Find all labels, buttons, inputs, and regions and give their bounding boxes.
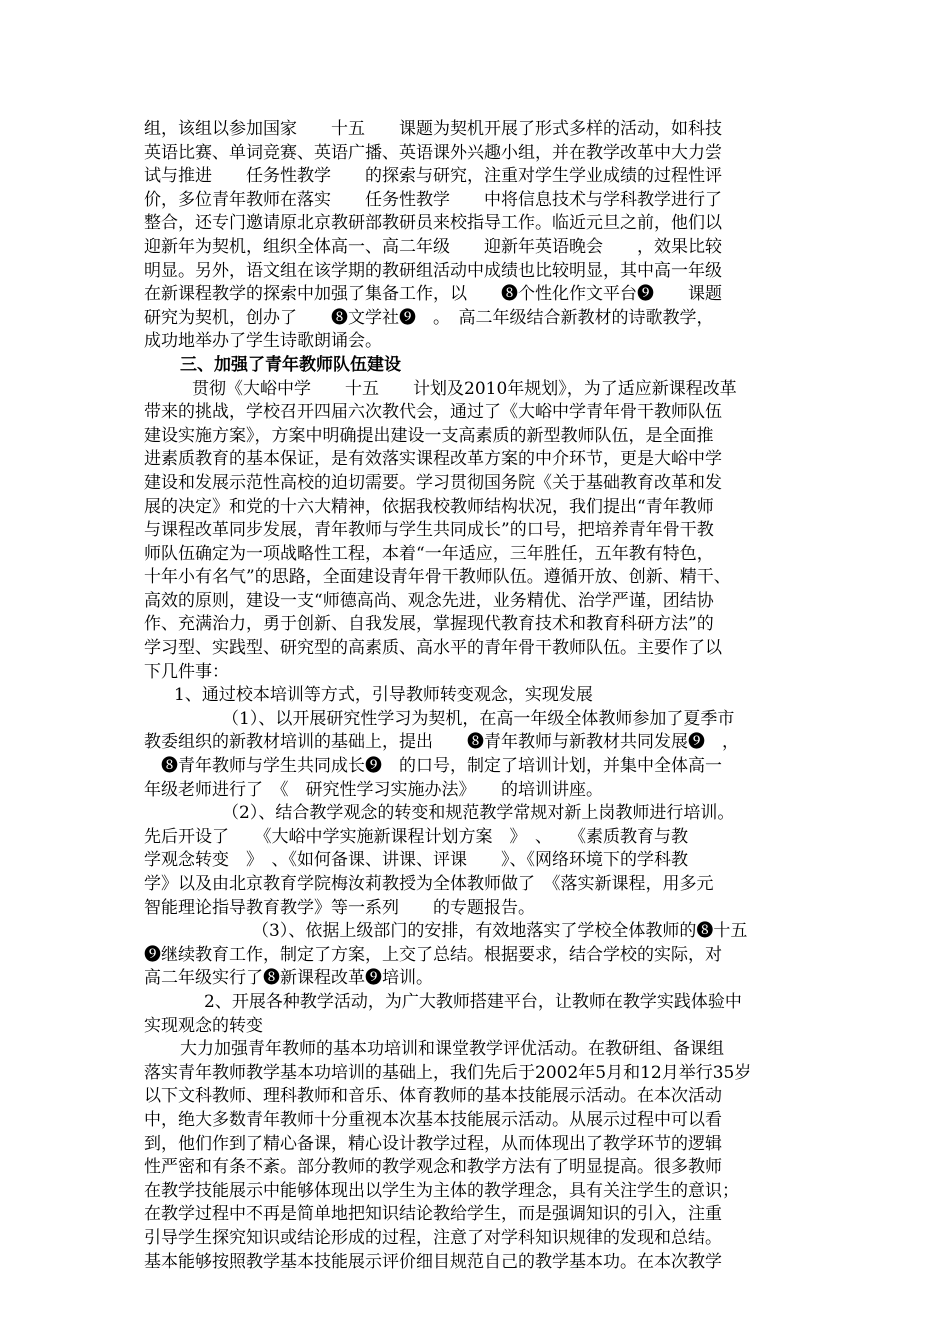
text-line: 高效的原则，建设一支“师德高尚、观念先进，业务精优、治学严谨，团结协	[144, 590, 714, 611]
text-line: 师队伍确定为一项战略性工程，本着“一年适应，三年胜任，五年教有特色，	[144, 543, 714, 564]
text-line: 英语比赛、单词竞赛、英语广播、英语课外兴趣小组，并在教学改革中大力尝	[144, 142, 722, 163]
text-line: 引导学生探究知识或结论形成的过程，注意了对学科知识规律的发现和总结。	[144, 1227, 722, 1248]
text-line: 研究为契机，创办了 ❽文学社❾ 。 高二年级结合新教材的诗歌教学，	[144, 307, 714, 328]
text-line: 2、开展各种教学活动，为广大教师搭建平台，让教师在教学实践体验中	[204, 991, 742, 1012]
document-body	[144, 118, 808, 1274]
text-line: （2）、结合教学观念的转变和规范教学常规对新上岗教师进行培训。	[222, 803, 735, 824]
text-line: 高二年级实行了❽新课程改革❾培训。	[144, 968, 433, 989]
text-line: 作、充满治力，勇于创新、自我发展，掌握现代教育技术和教育科研方法”的	[144, 614, 714, 635]
text-line: 教委组织的新教材培训的基础上，提出 ❽青年教师与新教材共同发展❾ ，	[144, 732, 739, 753]
text-line: （1）、以开展研究性学习为契机，在高一年级全体教师参加了夏季市	[222, 708, 735, 729]
text-line: 迎新年为契机，组织全体高一、高二年级 迎新年英语晚会 ，效果比较	[144, 236, 722, 257]
text-line: 价，多位青年教师在落实 任务性教学 中将信息技术与学科教学进行了	[144, 189, 722, 210]
text-line: 学习型、实践型、研究型的高素质、高水平的青年骨干教师队伍。主要作了以	[144, 638, 722, 659]
text-line: 下几件事：	[144, 661, 229, 682]
text-line: 基本能够按照教学基本技能展示评价细目规范自己的教学基本功。在本次教学	[144, 1251, 722, 1272]
text-line: 智能理论指导教育教学》等一系列 的专题报告。	[144, 897, 535, 918]
text-line: 整合，还专门邀请原北京教研部教研员来校指导工作。临近元旦之前，他们以	[144, 213, 722, 234]
text-line: 在教学过程中不再是简单地把知识结论教给学生，而是强调知识的引入，注重	[144, 1204, 722, 1225]
text-line: 落实青年教师教学基本功培训的基础上，我们先后于2002年5月和12月举行35岁	[144, 1062, 752, 1083]
text-line: 年级老师进行了 《 研究性学习实施办法》 的培训讲座。	[144, 779, 603, 800]
text-line: 学观念转变 》 、《如何备课、讲课、评课 》、《网络环境下的学科教	[144, 850, 688, 871]
section-heading: 三、加强了青年教师队伍建设	[180, 354, 401, 375]
text-line: 性严密和有条不紊。部分教师的教学观念和教学方法有了明显提高。很多教师	[144, 1157, 722, 1178]
text-line: ❽青年教师与学生共同成长❾ 的口号，制定了培训计划，并集中全体高一	[144, 756, 722, 777]
text-line: 试与推进 任务性教学 的探索与研究，注重对学生学业成绩的过程性评	[144, 166, 722, 187]
text-line: 带来的挑战，学校召开四届六次教代会，通过了《大峪中学青年骨干教师队伍	[144, 402, 722, 423]
text-line: 与课程改革同步发展，青年教师与学生共同成长”的口号，把培养青年骨干教	[144, 520, 714, 541]
text-line: 大力加强青年教师的基本功培训和课堂教学评优活动。在教研组、备课组	[180, 1039, 724, 1060]
text-line: 贯彻《大峪中学 十五 计划及2010年规划》，为了适应新课程改革	[192, 378, 737, 399]
text-line: 展的决定》和党的十六大精神，依据我校教师结构状况，我们提出“青年教师	[144, 496, 714, 517]
text-line: 十年小有名气”的思路，全面建设青年骨干教师队伍。遵循开放、创新、精干、	[144, 567, 731, 588]
text-line: 实现观念的转变	[144, 1015, 263, 1036]
text-line: 学》以及由北京教育学院梅汝莉教授为全体教师做了 《落实新课程，用多元	[144, 874, 714, 894]
text-line: 组，该组以参加国家 十五 课题为契机开展了形式多样的活动，如科技	[144, 119, 722, 139]
text-line: 先后开设了 《大峪中学实施新课程计划方案 》 、 《素质教育与教	[144, 826, 688, 847]
text-line: 在新课程教学的探索中加强了集备工作，以 ❽个性化作文平台❾ 课题	[144, 284, 722, 305]
text-line: 进素质教育的基本保证，是有效落实课程改革方案的中介环节，更是大峪中学	[144, 449, 722, 470]
text-line: ❾继续教育工作，制定了方案，上交了总结。根据要求，结合学校的实际，对	[144, 944, 722, 965]
text-line: 明显。另外，语文组在该学期的教研组活动中成绩也比较明显，其中高一年级	[144, 260, 722, 281]
text-line: 在教学技能展示中能够体现出以学生为主体的教学理念，具有关注学生的意识；	[144, 1180, 739, 1201]
text-line: 建设和发展示范性高校的迫切需要。学习贯彻国务院《关于基础教育改革和发	[144, 472, 722, 493]
text-line: 1、通过校本培训等方式，引导教师转变观念，实现发展	[174, 685, 593, 706]
text-line: 到，他们作到了精心备课，精心设计教学过程，从而体现出了教学环节的逻辑	[144, 1133, 722, 1154]
text-line: 建设实施方案》，方案中明确提出建设一支高素质的新型教师队伍，是全面推	[144, 425, 714, 446]
text-line: 成功地举办了学生诗歌朗诵会。	[144, 331, 382, 352]
text-line: （3）、依据上级部门的安排，有效地落实了学校全体教师的❽十五	[252, 921, 748, 942]
text-line: 以下文科教师、理科教师和音乐、体育教师的基本技能展示活动。在本次活动	[144, 1086, 722, 1107]
text-line: 中，绝大多数青年教师十分重视本次基本技能展示活动。从展示过程中可以看	[144, 1109, 722, 1130]
